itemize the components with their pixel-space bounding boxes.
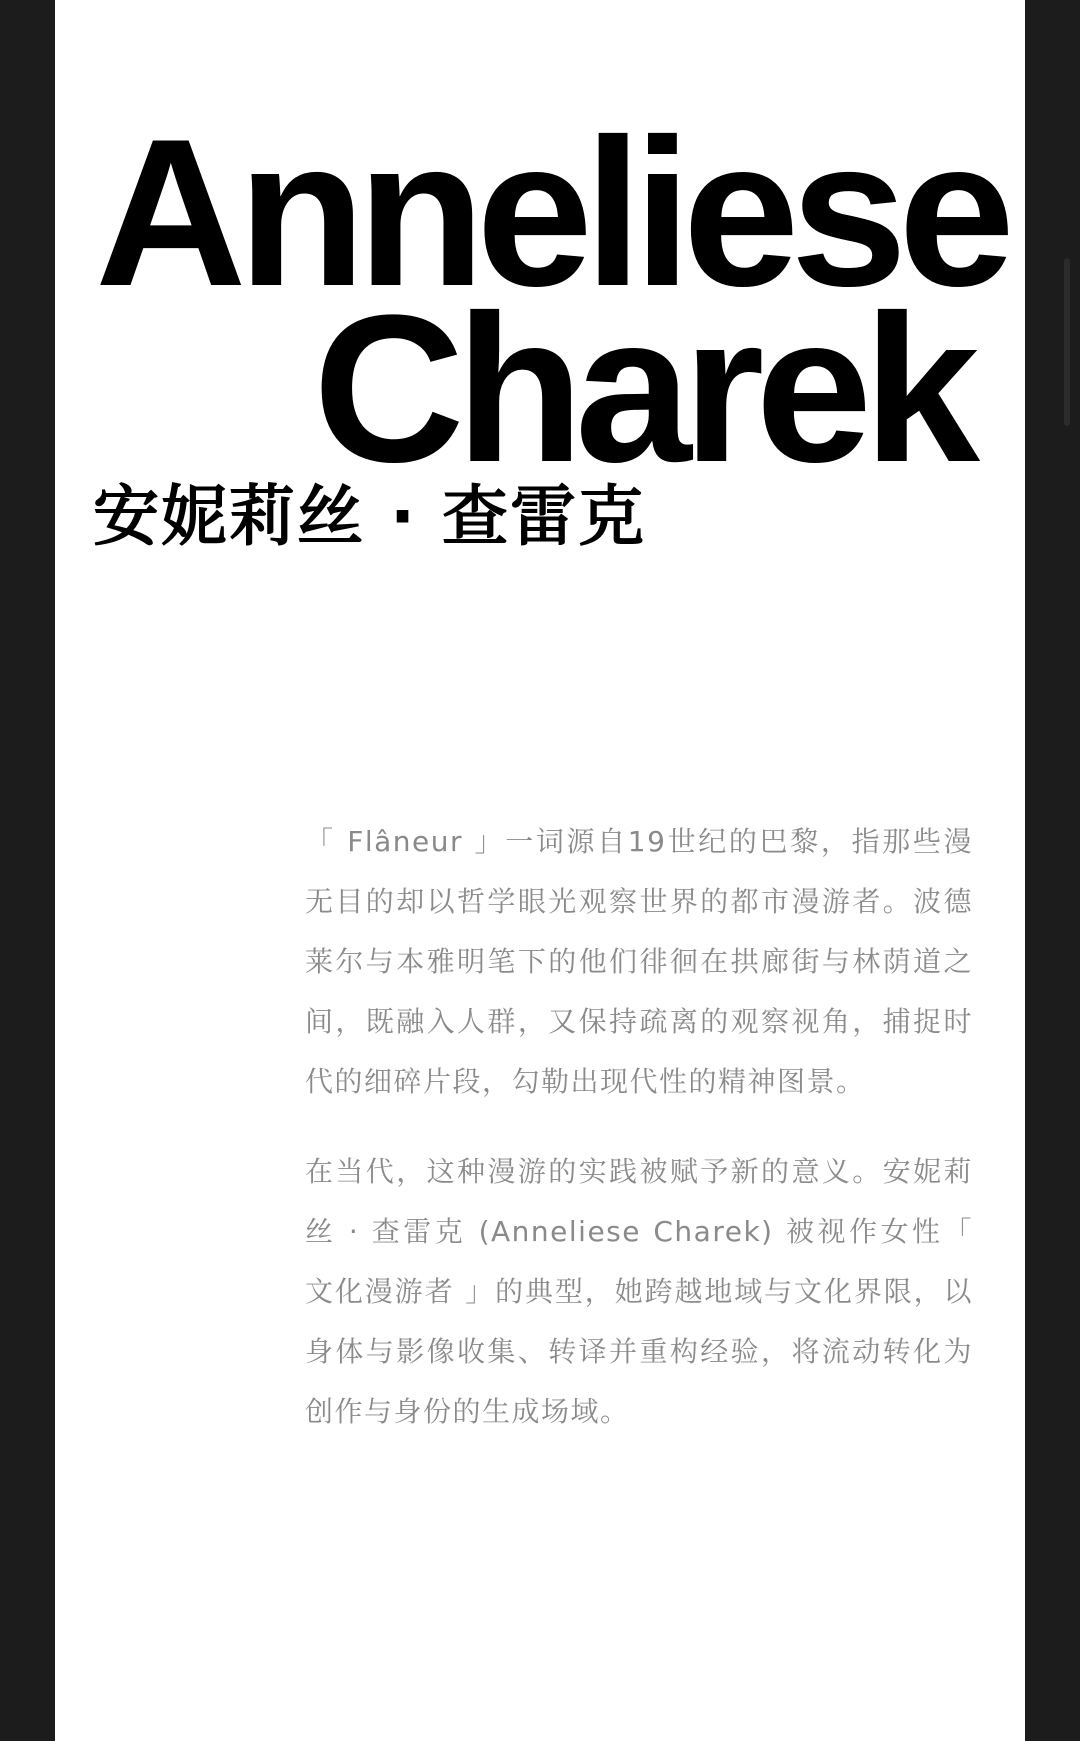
article-page [55,0,1025,1741]
title-name-chinese: 安妮莉丝 · 查雷克 [93,478,647,555]
article-body [305,812,973,1472]
title-name-line2: Charek [313,271,972,506]
body-paragraph-2: 在当代，这种漫游的实践被赋予新的意义。安妮莉丝 · 查雷克 (Anneliese Charek) 被视作女性「 文化漫游者 」的典型，她跨越地域与文化界限，以身体与影像收集、转译并重构经验，将流动转化为创作与身份的生成场域。 [305,1155,973,1428]
title-name-line1: Anneliese [95,95,1007,330]
body-paragraph-1: 「 Flâneur 」一词源自19世纪的巴黎，指那些漫无目的却以哲学眼光观察世界的都市漫游者。波德莱尔与本雅明笔下的他们徘徊在拱廊街与林荫道之间，既融入人群，又保持疏离的观察视角，捕捉时代的细碎片段，勾勒出现代性的精神图景。 [305,825,973,1098]
scroll-indicator[interactable] [1064,258,1070,426]
